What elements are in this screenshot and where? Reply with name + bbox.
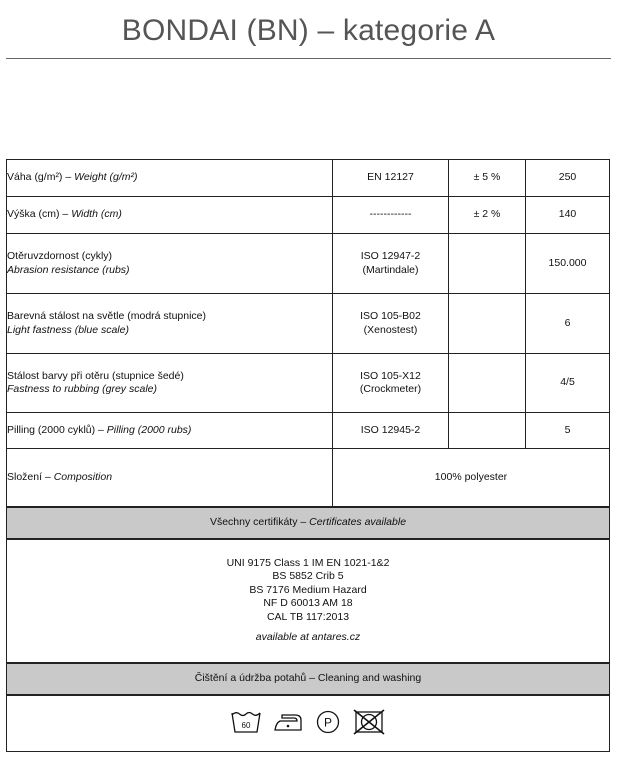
care-header-label: Čištění a údržba potahů – Cleaning and washing — [7, 663, 610, 695]
certificate-item: BS 5852 Crib 5 — [272, 570, 344, 582]
row-label: Barevná stálost na světle (modrá stupnice) Light fastness (blue scale) — [7, 294, 333, 354]
certificate-item: NF D 60013 AM 18 — [263, 597, 353, 609]
table-row-pilling — [7, 413, 610, 449]
row-norm: ISO 105-X12 (Crockmeter) — [333, 354, 449, 413]
table-row-light-fastness — [7, 294, 610, 354]
certificate-item: UNI 9175 Class 1 IM EN 1021-1&2 — [226, 556, 390, 569]
row-label: Složení – Composition — [7, 449, 333, 507]
row-value: 4/5 — [526, 354, 610, 413]
iron-low-icon — [273, 711, 303, 733]
composition-value: 100% polyester — [333, 449, 610, 507]
title-divider — [6, 58, 611, 59]
row-tolerance — [449, 234, 526, 294]
care-header — [7, 663, 610, 695]
table-row-rubbing-fastness — [7, 354, 610, 413]
certificates-header — [7, 507, 610, 539]
no-tumble-dry-icon — [353, 709, 385, 735]
svg-text:P: P — [323, 715, 333, 730]
row-label: Stálost barvy při otěru (stupnice šedé) Fastness to rubbing (grey scale) — [7, 354, 333, 413]
wash-60-icon — [231, 709, 261, 735]
table-row-weight — [7, 160, 610, 197]
table-row-composition — [7, 449, 610, 507]
row-label: Váha (g/m²) – Weight (g/m²) — [7, 160, 333, 197]
row-tolerance — [449, 294, 526, 354]
certificates-availability-note: available at antares.cz — [255, 631, 361, 643]
row-value: 5 — [526, 413, 610, 449]
row-label: Výška (cm) – Width (cm) — [7, 197, 333, 234]
dryclean-p-icon — [315, 709, 341, 735]
row-value: 250 — [526, 160, 610, 197]
row-value: 150.000 — [526, 234, 610, 294]
row-norm: ISO 12945-2 — [333, 413, 449, 449]
row-norm: ISO 105-B02 (Xenostest) — [333, 294, 449, 354]
row-tolerance — [449, 354, 526, 413]
row-value: 6 — [526, 294, 610, 354]
row-norm: EN 12127 — [333, 160, 449, 197]
row-tolerance: ± 5 % — [449, 160, 526, 197]
specification-table — [6, 159, 610, 752]
row-tolerance: ± 2 % — [449, 197, 526, 234]
care-symbols — [231, 709, 385, 735]
certificate-item: CAL TB 117:2013 — [266, 610, 350, 623]
row-label: Pilling (2000 cyklů) – Pilling (2000 rubs) — [7, 413, 333, 449]
page-title: BONDAI (BN) – kategorie A — [121, 14, 496, 47]
row-tolerance — [449, 413, 526, 449]
care-symbols-row — [7, 695, 610, 752]
table-row-width — [7, 197, 610, 234]
certificates-header-label: Všechny certifikáty – Certificates available — [7, 507, 610, 539]
row-value: 140 — [526, 197, 610, 234]
table-row-abrasion — [7, 234, 610, 294]
row-norm: ISO 12947-2 (Martindale) — [333, 234, 449, 294]
row-norm: ------------ — [333, 197, 449, 234]
certificate-item: BS 7176 Medium Hazard — [249, 583, 367, 596]
row-label: Otěruvzdornost (cykly) Abrasion resistance (rubs) — [7, 234, 333, 294]
certificates-list — [7, 539, 610, 663]
svg-text:60: 60 — [241, 721, 251, 730]
